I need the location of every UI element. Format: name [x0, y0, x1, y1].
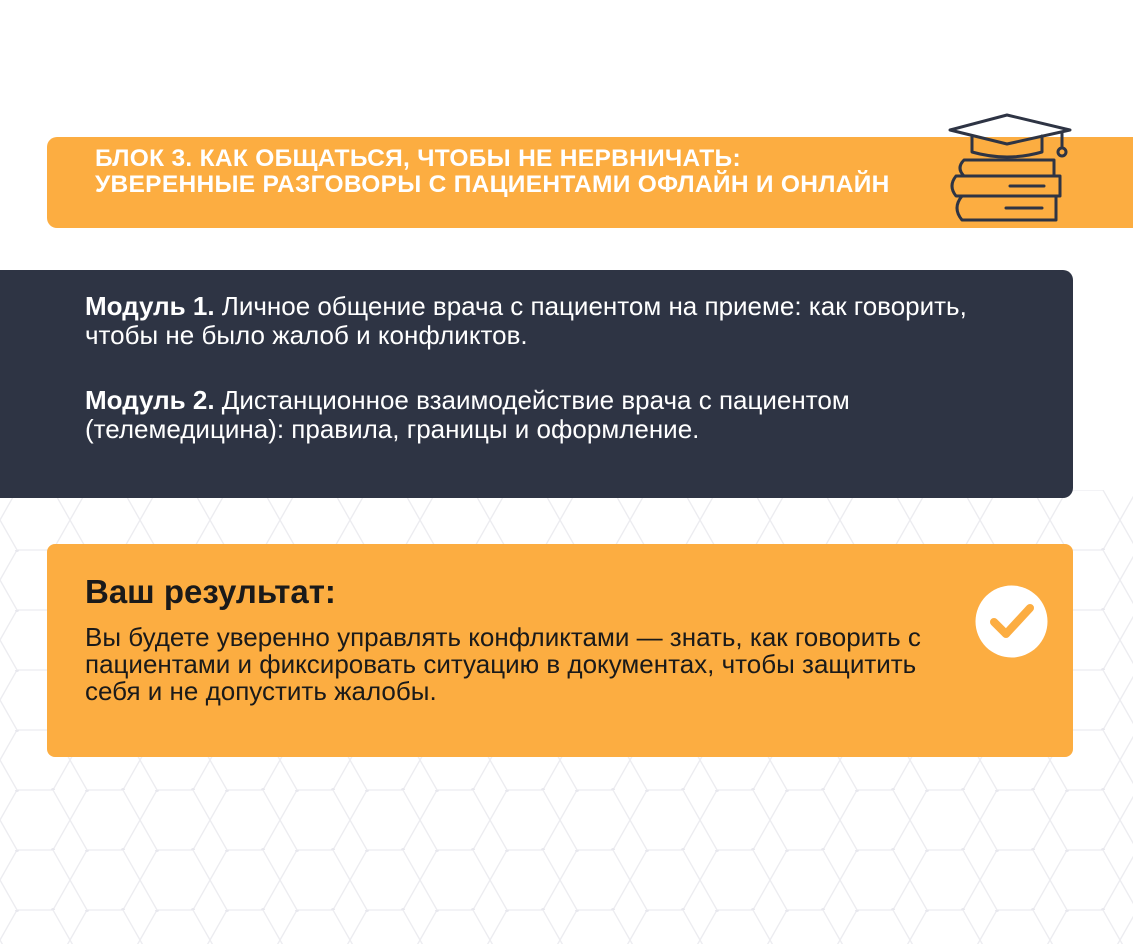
module-1 — [85, 292, 1025, 350]
block-title: БЛОК 3. КАК ОБЩАТЬСЯ, ЧТОБЫ НЕ НЕРВНИЧАТЬ: УВЕРЕННЫЕ РАЗГОВОРЫ С ПАЦИЕНТАМИ ОФЛАЙН И ОНЛАЙН — [95, 145, 890, 198]
module-1-label: Модуль 1. — [85, 291, 215, 321]
graduation-cap-books-icon — [944, 112, 1074, 226]
checkmark-icon — [974, 584, 1049, 659]
module-1-text: Личное общение врача с пациентом на приеме: как говорить, чтобы не было жалоб и конфликтов. — [85, 291, 967, 350]
result-text: Вы будете уверенно управлять конфликтами — знать, как говорить с пациентами и фиксировать ситуацию в документах, чтобы защитить себя и не допустить жалобы. — [85, 622, 921, 706]
module-2-text: Дистанционное взаимодействие врача с пациентом (телемедицина): правила, границы и оформление. — [85, 385, 850, 444]
result-title: Ваш результат: — [85, 573, 336, 610]
module-2-label: Модуль 2. — [85, 385, 215, 415]
module-2 — [85, 386, 1025, 444]
